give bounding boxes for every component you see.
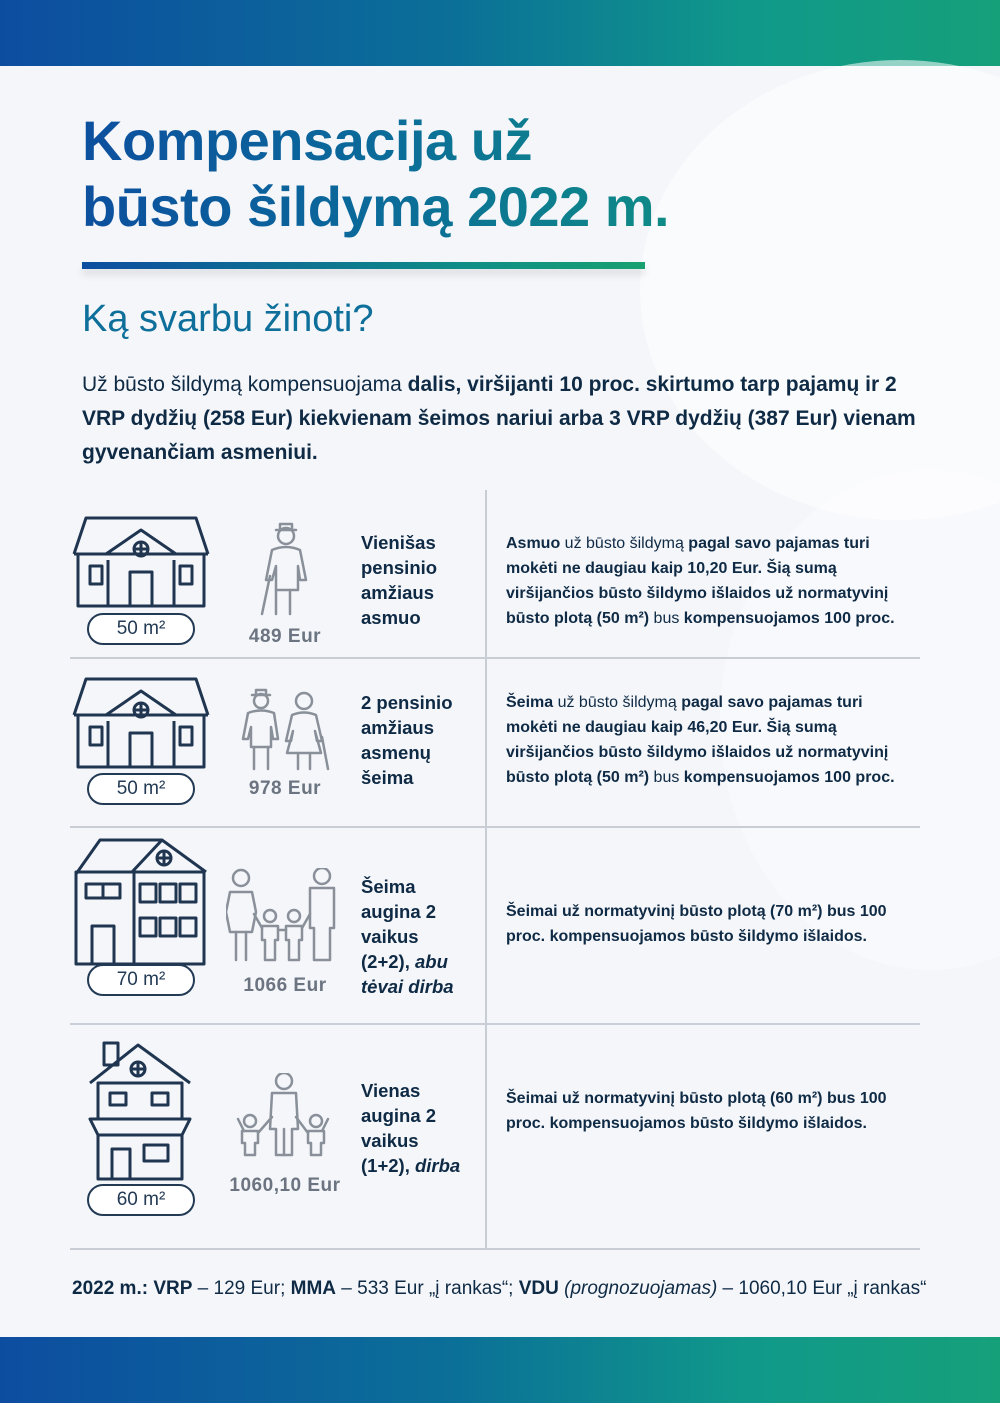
footer-label: VDU xyxy=(518,1278,559,1299)
household-type xyxy=(361,874,486,999)
household-line: 2 pensinio xyxy=(361,692,453,713)
row-divider xyxy=(70,1248,920,1250)
footer-note xyxy=(72,1278,926,1300)
desc-text: už būsto šildymą xyxy=(553,694,682,711)
household-text: (2+2), xyxy=(361,951,415,972)
title-divider xyxy=(82,262,645,269)
household-line: asmenų xyxy=(361,742,431,763)
page-title xyxy=(82,108,722,240)
table-row xyxy=(70,490,920,657)
desc-bold: kompensuojamos 100 proc. xyxy=(683,769,895,786)
footer-value: – 129 Eur; xyxy=(192,1278,291,1299)
household-line: Vienišas xyxy=(361,532,436,553)
household-line xyxy=(361,949,486,999)
household-text: (1+2), xyxy=(361,1155,415,1176)
income-label: 489 Eur xyxy=(248,626,322,647)
table-row xyxy=(70,659,920,826)
household-line: amžiaus xyxy=(361,717,435,738)
intro-paragraph xyxy=(82,368,932,470)
household-line: Šeima xyxy=(361,876,416,897)
household-line: augina 2 xyxy=(361,1105,437,1126)
household-type xyxy=(361,690,481,790)
desc-bold: pagal savo pajamas turi mokėti ne daugiau kaip 10,20 Eur. Šią sumą viršijančios būsto šildymo išlaidos už normatyvinį būsto plotą (50 m²) xyxy=(506,535,889,627)
household-line: vaikus xyxy=(361,926,419,947)
intro-plain: Už būsto šildymą kompensuojama xyxy=(82,373,408,396)
table-row xyxy=(70,828,920,1023)
title-line-1: Kompensacija už xyxy=(82,109,532,172)
footer-year: 2022 m.: xyxy=(72,1278,149,1299)
area-badge: 70 m² xyxy=(87,964,195,996)
table-row xyxy=(70,1025,920,1248)
house-icon xyxy=(72,516,210,608)
family-of-four-icon xyxy=(226,868,342,966)
household-line: Vienas xyxy=(361,1080,421,1101)
bottom-gradient-band xyxy=(0,1337,1000,1403)
income-label: 978 Eur xyxy=(248,778,322,799)
elderly-person-icon xyxy=(256,520,316,616)
townhouse-icon xyxy=(72,838,212,966)
area-badge: 50 m² xyxy=(87,773,195,805)
area-badge: 60 m² xyxy=(87,1184,195,1216)
title-line-2: būsto šildymą 2022 m. xyxy=(82,175,670,238)
desc-text: už būsto šildymą xyxy=(560,535,689,552)
income-label: 1066 Eur xyxy=(243,975,327,996)
desc-bold: Šeima xyxy=(506,694,554,711)
row-description: Šeimai už normatyvinį būsto plotą (70 m²) bus 100 proc. kompensuojamos būsto šildymo išlaidos. xyxy=(506,903,887,945)
household-line: amžiaus xyxy=(361,582,435,603)
detached-house-icon xyxy=(88,1041,192,1185)
desc-bold: kompensuojamos 100 proc. xyxy=(683,610,895,627)
house-icon xyxy=(72,677,210,769)
household-type xyxy=(361,530,481,630)
top-gradient-band xyxy=(0,0,1000,66)
elderly-couple-icon xyxy=(236,687,336,771)
subtitle: Ką svarbu žinoti? xyxy=(82,298,374,340)
footer-label: MMA xyxy=(290,1278,337,1299)
row-description xyxy=(506,690,916,790)
footer-value: – 533 Eur „į rankas“; xyxy=(336,1278,519,1299)
income-label: 1060,10 Eur xyxy=(229,1175,341,1196)
household-line: vaikus xyxy=(361,1130,419,1151)
household-line: augina 2 xyxy=(361,901,437,922)
desc-bold: Asmuo xyxy=(506,535,561,552)
household-line: asmuo xyxy=(361,607,421,628)
footer-label: VRP xyxy=(153,1278,193,1299)
row-description: Šeimai už normatyvinį būsto plotą (60 m²) bus 100 proc. kompensuojamos būsto šildymo išlaidos. xyxy=(506,1090,887,1132)
area-badge: 50 m² xyxy=(87,613,195,645)
household-line: šeima xyxy=(361,767,414,788)
desc-bold: pagal savo pajamas turi mokėti ne daugiau kaip 46,20 Eur. Šią sumą viršijančios būsto šildymo išlaidos už normatyvinį būsto plotą (50 m²) xyxy=(506,694,889,786)
footer-value: – 1060,10 Eur „į rankas“ xyxy=(717,1278,927,1299)
intro-bold: dalis, viršijanti 10 proc. skirtumo tarp pajamų ir 2 VRP dydžių (258 Eur) kiekvienam šeimos nariui arba 3 VRP dydžių (387 Eur) vienam gyvenančiam asmeniui. xyxy=(82,373,916,464)
household-line: pensinio xyxy=(361,557,438,578)
desc-text: bus xyxy=(649,769,684,786)
household-line xyxy=(361,1153,486,1178)
parent-with-two-children-icon xyxy=(236,1073,330,1157)
household-type xyxy=(361,1078,486,1178)
household-note: abu tėvai dirba xyxy=(361,951,454,997)
household-note: dirba xyxy=(414,1155,461,1176)
row-description xyxy=(506,531,916,631)
compensation-table xyxy=(70,490,920,1250)
footer-note-italic: (prognozuojamas) xyxy=(564,1278,718,1299)
desc-text: bus xyxy=(649,610,684,627)
